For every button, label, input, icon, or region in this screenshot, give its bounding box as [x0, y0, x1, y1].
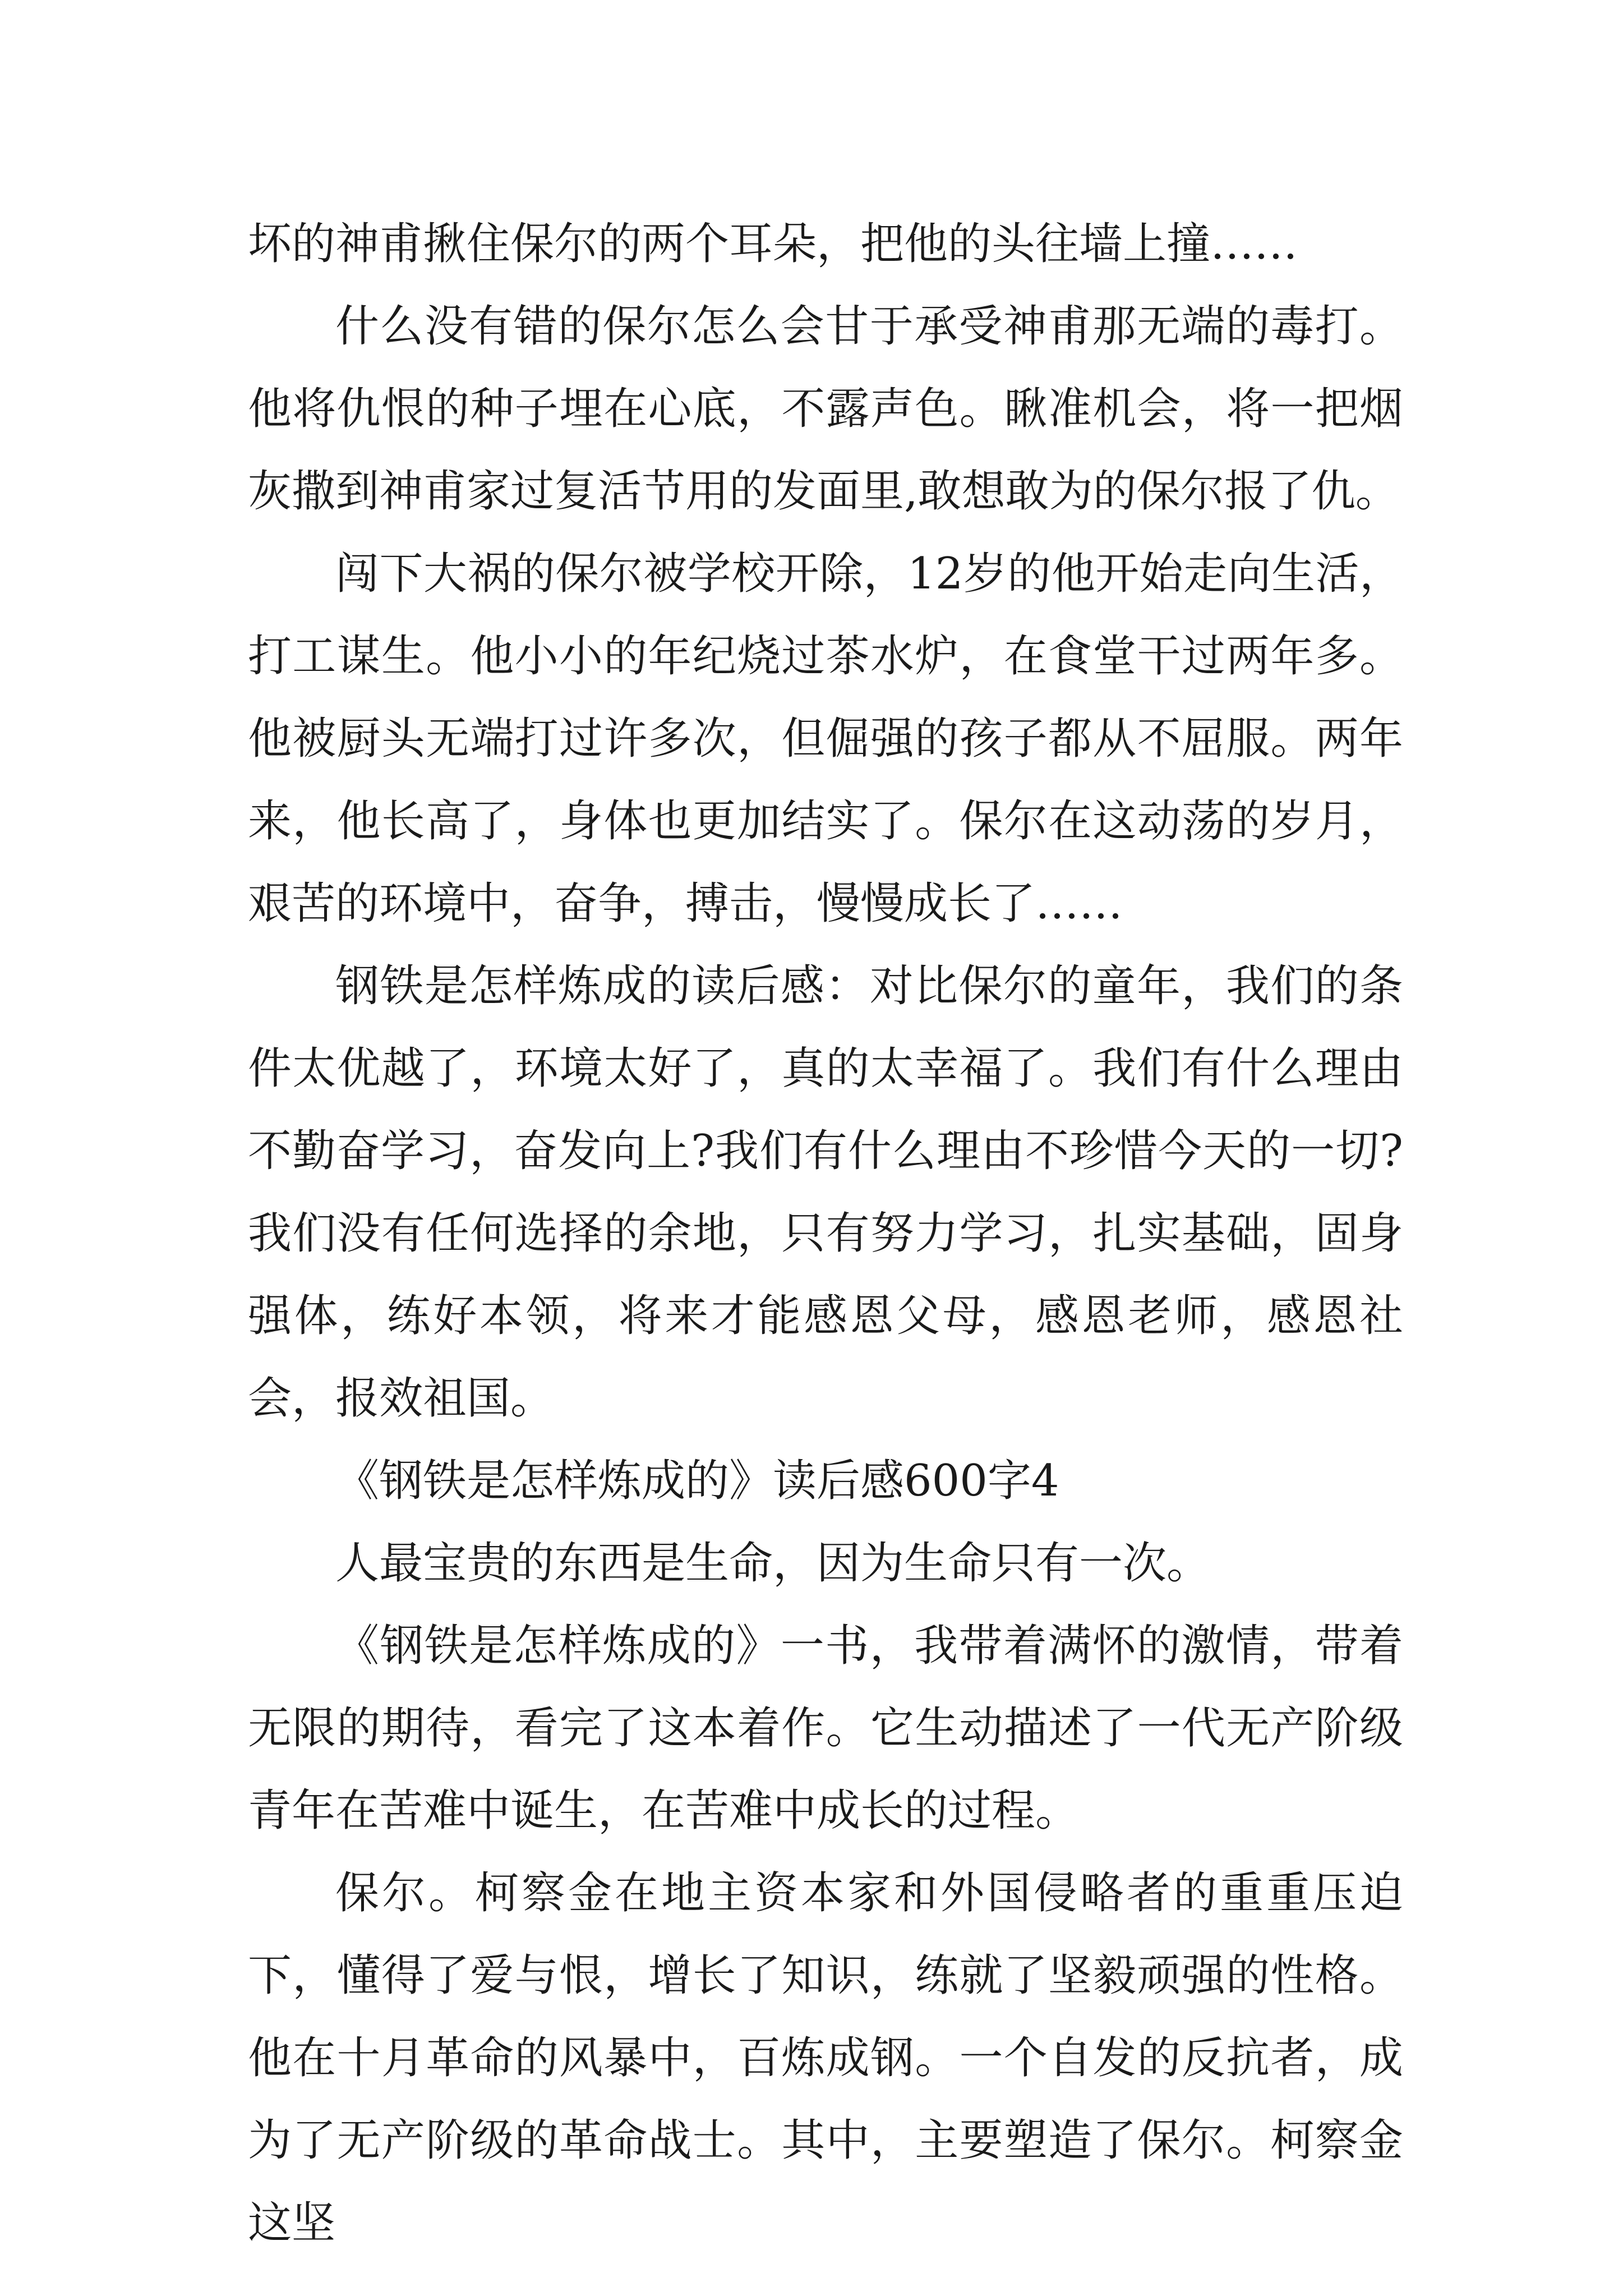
document-body: [248, 203, 1403, 2265]
paragraph-4: 钢铁是怎样炼成的读后感：对比保尔的童年，我们的条件太优越了，环境太好了，真的太幸福了。我们有什么理由不勤奋学习，奋发向上?我们有什么理由不珍惜今天的一切?我们没有任何选择的余地，只有努力学习，扎实基础，固身强体，练好本领，将来才能感恩父母，感恩老师，感恩社会，报效祖国。: [248, 961, 1403, 1424]
section-heading: 《钢铁是怎样炼成的》读后感600字4: [335, 1456, 1059, 1506]
paragraph-8: 保尔。柯察金在地主资本家和外国侵略者的重重压迫下，懂得了爱与恨，增长了知识，练就了坚毅顽强的性格。他在十月革命的风暴中，百炼成钢。一个自发的反抗者，成为了无产阶级的革命战士。其中，主要塑造了保尔。柯察金这坚: [248, 1868, 1403, 2248]
paragraph-2: 什么没有错的保尔怎么会甘于承受神甫那无端的毒打。他将仇恨的种子埋在心底，不露声色。瞅准机会，将一把烟灰撒到神甫家过复活节用的发面里,敢想敢为的保尔报了仇。: [248, 301, 1403, 517]
paragraph-7: 《钢铁是怎样炼成的》一书，我带着满怀的激情，带着无限的期待，看完了这本着作。它生动描述了一代无产阶级青年在苦难中诞生，在苦难中成长的过程。: [248, 1621, 1403, 1836]
paragraph-3: 闯下大祸的保尔被学校开除，12岁的他开始走向生活，打工谋生。他小小的年纪烧过茶水炉，在食堂干过两年多。他被厨头无端打过许多次，但倔强的孩子都从不屈服。两年来，他长高了，身体也更加结实了。保尔在这动荡的岁月，艰苦的环境中，奋争，搏击，慢慢成长了……: [248, 549, 1403, 929]
paragraph-1: 坏的神甫揪住保尔的两个耳朵，把他的头往墙上撞……: [248, 219, 1298, 269]
paragraph-6: 人最宝贵的东西是生命，因为生命只有一次。: [335, 1538, 1211, 1589]
